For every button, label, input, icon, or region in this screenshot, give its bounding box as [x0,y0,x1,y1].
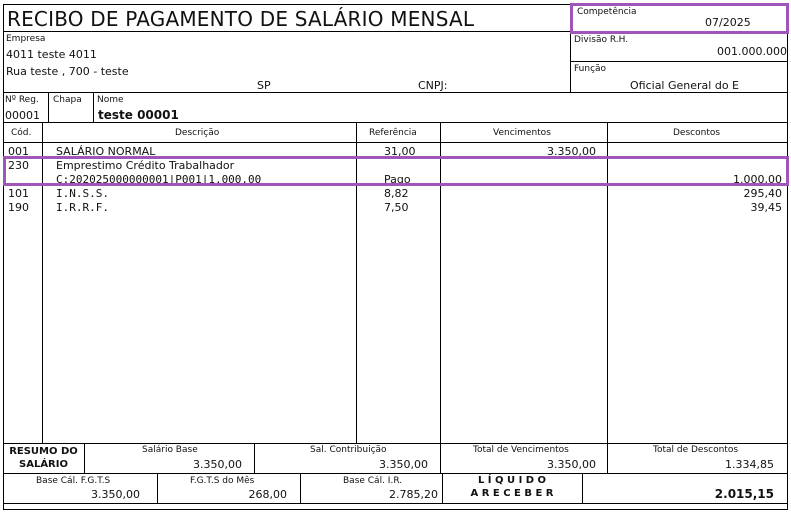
nome-label: Nome [97,95,124,105]
liquido-value: 2.015,15 [714,487,774,501]
base-fgts-value: 3.350,00 [91,488,140,501]
empresa-state: SP [257,79,271,92]
row-cod: 101 [8,187,29,200]
row-desc-val: 295,40 [743,187,782,200]
divider [3,122,788,123]
total-venc-label: Total de Vencimentos [473,445,569,455]
funcao-value: Oficial General do E [630,79,739,92]
fgts-mes-value: 268,00 [248,488,287,501]
row-ref: 31,00 [384,145,416,158]
fgts-mes-label: F.G.T.S do Mês [190,476,255,486]
row-desc-detail: C:202025000000001|P001|1.000,00 [56,173,262,186]
competencia-value: 07/2025 [705,16,751,29]
sal-contribuicao-label: Sal. Contribuição [310,445,387,455]
total-desc-value: 1.334,85 [725,458,774,471]
divider [3,443,788,444]
reg-value: 00001 [5,109,40,122]
empresa-address: Rua teste , 700 - teste [6,65,129,78]
chapa-label: Chapa [53,95,82,105]
divisao-label: Divisão R.H. [574,35,629,45]
row-venc: 3.350,00 [547,145,596,158]
divider [48,92,49,122]
divider [3,473,788,474]
col-referencia: Referência [369,128,417,138]
total-desc-label: Total de Descontos [653,445,739,455]
page-title: RECIBO DE PAGAMENTO DE SALÁRIO MENSAL [7,7,475,31]
row-desc: I.N.S.S. [56,187,109,200]
row-desc-val: 1.000,00 [733,173,782,186]
row-cod: 190 [8,201,29,214]
row-ref: 8,82 [384,187,409,200]
loan-row-highlight [3,156,789,186]
divider [570,61,788,62]
row-desc-val: 39,45 [750,201,782,214]
base-fgts-label: Base Cál. F.G.T.S [36,476,111,486]
divider [93,92,94,122]
empresa-label: Empresa [6,34,46,44]
base-ir-value: 2.785,20 [389,488,438,501]
col-descontos: Descontos [673,128,721,138]
row-cod: 230 [8,159,29,172]
row-cod: 001 [8,145,29,158]
liquido-label: L Í Q U I D O [477,475,547,486]
row-desc: Emprestimo Crédito Trabalhador [56,159,235,172]
divider [3,503,788,504]
resumo-label: RESUMO DO [9,446,78,457]
nome-value: teste 00001 [98,108,179,122]
row-ref: 7,50 [384,201,409,214]
col-cod: Cód. [11,128,32,138]
row-desc: I.R.R.F. [56,201,109,214]
col-descricao: Descrição [175,128,220,138]
col-vencimentos: Vencimentos [493,128,551,138]
salario-base-label: Salário Base [142,445,198,455]
row-desc: SALÁRIO NORMAL [56,145,156,158]
base-ir-label: Base Cál. I.R. [343,476,403,486]
salario-base-value: 3.350,00 [193,458,242,471]
divider [3,92,788,93]
divisao-value: 001.000.000 [717,45,787,58]
competencia-label: Competência [577,7,637,17]
reg-label: Nº Reg. [5,95,39,105]
cnpj-label: CNPJ: [418,79,448,92]
competencia-highlight [570,3,789,34]
empresa-name: 4011 teste 4011 [6,48,97,61]
liquido-label: A R E C E B E R [470,488,554,499]
sal-contribuicao-value: 3.350,00 [379,458,428,471]
funcao-label: Função [574,64,607,74]
total-venc-value: 3.350,00 [547,458,596,471]
row-ref: Pago [384,173,411,186]
divider [3,142,788,143]
resumo-label: SALÁRIO [19,459,68,470]
